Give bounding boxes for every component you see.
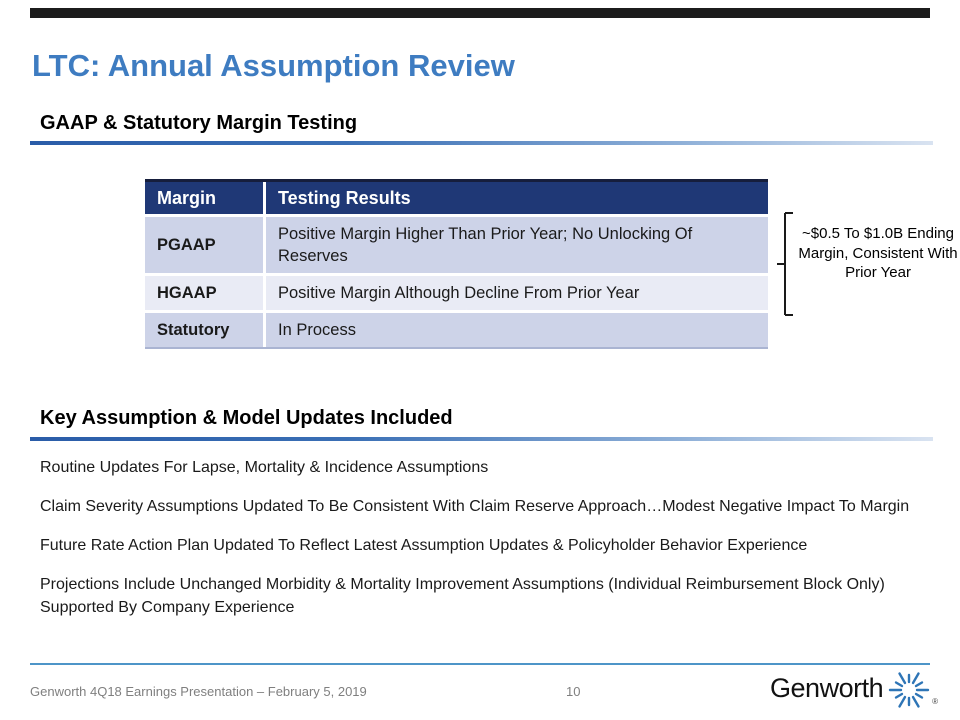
bracket-icon xyxy=(776,211,798,317)
update-item: Routine Updates For Lapse, Mortality & Incidence Assumptions xyxy=(40,459,489,476)
update-item: Future Rate Action Plan Updated To Reflect Latest Assumption Updates & Policyholder Behavior Experience xyxy=(40,537,808,554)
page-number: 10 xyxy=(566,684,581,699)
section2-heading: Key Assumption & Model Updates Included xyxy=(40,407,453,429)
registered-trademark-symbol: ® xyxy=(932,697,938,706)
update-item: Projections Include Unchanged Morbidity & Mortality Improvement Assumptions (Individual Reimbursement Block Only) Supported By Company Experience xyxy=(40,576,885,616)
top-accent-bar xyxy=(30,8,930,18)
row-label: HGAAP xyxy=(145,276,263,310)
footer-caption: Genworth 4Q18 Earnings Presentation – February 5, 2019 xyxy=(30,684,367,699)
table-header-cell-margin: Margin xyxy=(145,182,263,214)
genworth-wordmark: Genworth xyxy=(770,672,884,703)
row-label: PGAAP xyxy=(145,217,263,273)
update-item: Claim Severity Assumptions Updated To Be Consistent With Claim Reserve Approach…Modest Negative Impact To Margin xyxy=(40,498,910,515)
section2-underline-rule xyxy=(30,437,933,441)
row-result: In Process xyxy=(266,313,768,347)
row-result: Positive Margin Although Decline From Prior Year xyxy=(266,276,768,310)
section1-underline-rule xyxy=(30,141,933,145)
table-header-cell-testing-results: Testing Results xyxy=(266,182,768,214)
key-updates-list xyxy=(40,456,940,635)
table-row-pgaap xyxy=(145,217,768,273)
genworth-starburst-icon xyxy=(887,668,931,712)
table-header-row xyxy=(145,179,768,214)
row-label: Statutory xyxy=(145,313,263,347)
section1-heading: GAAP & Statutory Margin Testing xyxy=(40,112,358,134)
footer-rule xyxy=(30,663,930,665)
genworth-logo xyxy=(770,666,938,710)
margin-testing-table xyxy=(145,179,768,349)
table-row-statutory xyxy=(145,313,768,347)
margin-callout-note: ~$0.5 To $1.0B Ending Margin, Consistent With Prior Year xyxy=(798,225,958,281)
table-bottom-border xyxy=(145,347,768,349)
row-result: Positive Margin Higher Than Prior Year; No Unlocking Of Reserves xyxy=(266,217,768,273)
table-row-hgaap xyxy=(145,276,768,310)
slide-title: LTC: Annual Assumption Review xyxy=(32,48,515,83)
